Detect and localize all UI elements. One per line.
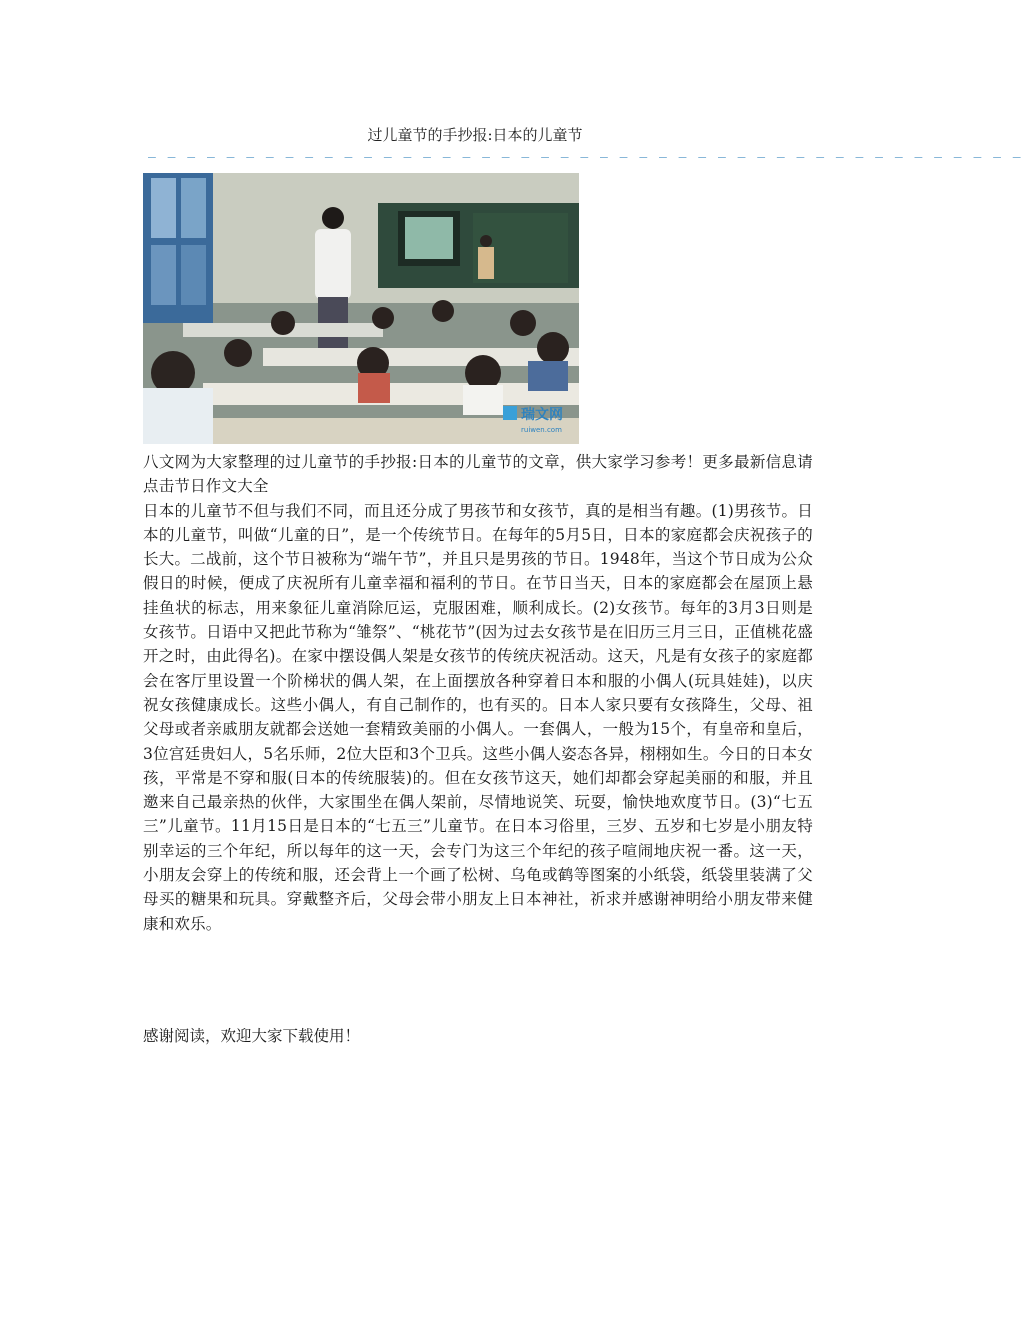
watermark-url: ruiwen.com bbox=[521, 426, 562, 434]
article-body bbox=[143, 450, 813, 936]
page-title: 过儿童节的手抄报:日本的儿童节 bbox=[367, 126, 583, 144]
classroom-photo bbox=[143, 173, 579, 444]
title-divider: — — — — — — — — — — — — — — — — — — — — — — — — — — — — — — — — — — — — — — — — — — — — — bbox=[148, 150, 1023, 165]
watermark-logo: 瑞文网 bbox=[521, 407, 563, 423]
closing-line: 感谢阅读，欢迎大家下载使用！ bbox=[143, 1027, 361, 1045]
main-paragraph: 日本的儿童节不但与我们不同，而且还分成了男孩节和女孩节，真的是相当有趣。(1)男孩节。日本的儿童节，叫做“儿童的日”，是一个传统节日。在每年的5月5日，日本的家庭都会庆祝孩子的长大。二战前，这个节日被称为“端午节”，并且只是男孩的节日。1948年，当这个节日成为公众假日的时候，便成了庆祝所有儿童幸福和福利的节日。在节日当天，日本的家庭都会在屋顶上悬挂鱼状的标志，用来象征儿童消除厄运，克服困难，顺利成长。(2)女孩节。每年的3月3日则是女孩节。日语中又把此节称为“雏祭”、“桃花节”(因为过去女孩节是在旧历三月三日，正值桃花盛开之时，由此得名)。在家中摆设偶人架是女孩节的传统庆祝活动。这天，凡是有女孩子的家庭都会在客厅里设置一个阶梯状的偶人架，在上面摆放各种穿着日本和服的小偶人(玩具娃娃)，以庆祝女孩健康成长。这些小偶人，有自己制作的，也有买的。日本人家只要有女孩降生，父母、祖父母或者亲戚朋友就都会送她一套精致美丽的小偶人。一套偶人，一般为15个，有皇帝和皇后，3位宫廷贵妇人，5名乐师，2位大臣和3个卫兵。这些小偶人姿态各异，栩栩如生。今日的日本女孩，平常是不穿和服(日本的传统服装)的。但在女孩节这天，她们却都会穿起美丽的和服，并且邀来自己最亲热的伙伴，大家围坐在偶人架前，尽情地说笑、玩耍，愉快地欢度节日。(3)“七五三”儿童节。11月15日是日本的“七五三”儿童节。在日本习俗里，三岁、五岁和七岁是小朋友特别幸运的三个年纪，所以每年的这一天，会专门为这三个年纪的孩子喧闹地庆祝一番。这一天，小朋友会穿上的传统和服，还会背上一个画了松树、乌龟或鹤等图案的小纸袋，纸袋里装满了父母买的糖果和玩具。穿戴整齐后，父母会带小朋友上日本神社，祈求并感谢神明给小朋友带来健康和欢乐。 bbox=[143, 501, 813, 933]
intro-paragraph: 八文网为大家整理的过儿童节的手抄报:日本的儿童节的文章，供大家学习参考！更多最新信息请点击节日作文大全 bbox=[143, 453, 813, 496]
